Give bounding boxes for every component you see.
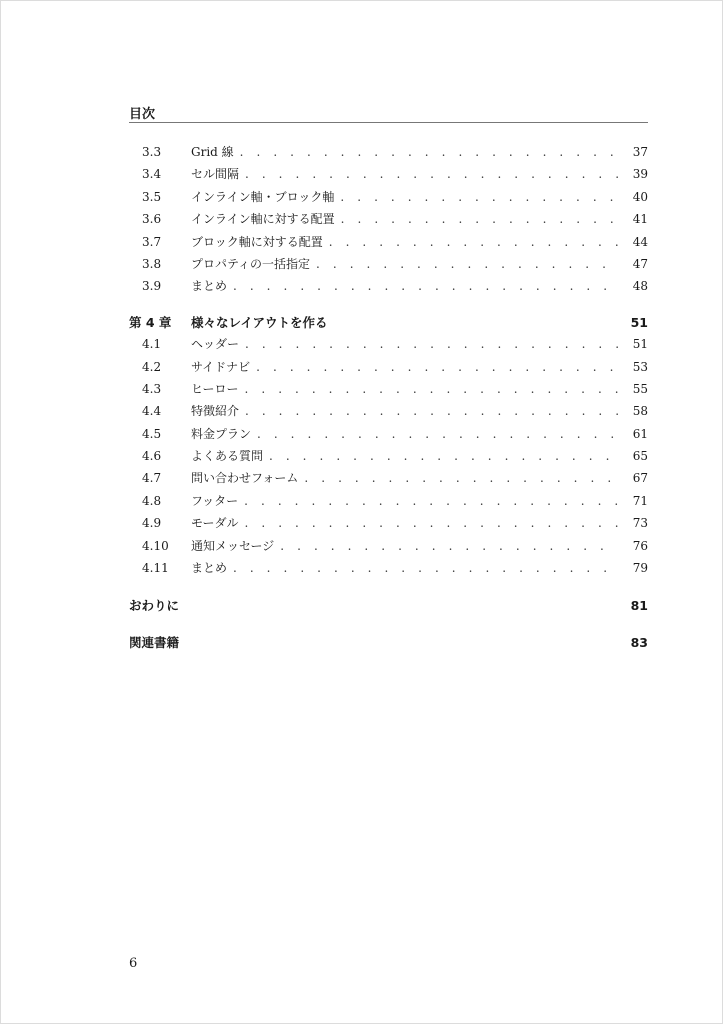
dot-leader — [244, 494, 618, 508]
section-title: よくある質問 — [191, 449, 264, 464]
section-page-number: 39 — [632, 167, 648, 182]
section-page-number: 73 — [632, 516, 648, 531]
section-number: 4.3 — [142, 381, 162, 396]
toc-section-entry[interactable] — [129, 425, 648, 447]
chapter-title: 様々なレイアウトを作る — [191, 314, 328, 330]
chapter-3-section-list — [129, 143, 648, 300]
section-title: セル間隔 — [191, 167, 240, 182]
section-title: ヘッダー — [191, 337, 240, 352]
section-number: 4.7 — [142, 471, 162, 486]
section-title: Grid 線 — [191, 145, 234, 159]
section-page-number: 41 — [632, 212, 648, 227]
section-number: 4.8 — [142, 493, 162, 508]
dot-leader — [240, 145, 618, 159]
toc-section-entry[interactable] — [129, 492, 648, 514]
toc-section-entry[interactable] — [129, 233, 648, 255]
section-title: まとめ — [191, 279, 228, 294]
toc-section-entry[interactable] — [129, 469, 648, 491]
afterword-title: おわりに — [129, 598, 180, 614]
table-of-contents — [129, 143, 648, 655]
section-page-number: 44 — [632, 234, 648, 249]
toc-section-entry[interactable] — [129, 402, 648, 424]
toc-section-entry[interactable] — [129, 188, 648, 210]
section-page-number: 40 — [632, 189, 648, 204]
section-title: まとめ — [191, 561, 228, 576]
section-number: 3.8 — [142, 256, 162, 271]
dot-leader — [256, 360, 618, 374]
toc-section-entry[interactable] — [129, 165, 648, 187]
toc-section-entry[interactable] — [129, 277, 648, 299]
toc-section-entry[interactable] — [129, 210, 648, 232]
section-page-number: 37 — [632, 145, 648, 159]
section-page-number: 58 — [632, 404, 648, 419]
section-page-number: 55 — [632, 381, 648, 396]
section-page-number: 67 — [632, 471, 648, 486]
toc-section-entry[interactable] — [129, 447, 648, 469]
toc-section-entry[interactable] — [129, 255, 648, 277]
section-number: 4.11 — [142, 561, 169, 576]
section-page-number: 53 — [632, 359, 648, 374]
section-page-number: 76 — [632, 538, 648, 553]
toc-section-entry[interactable] — [129, 537, 648, 559]
section-number: 3.4 — [142, 167, 162, 182]
section-number: 4.2 — [142, 359, 162, 374]
toc-section-entry[interactable] — [129, 335, 648, 357]
section-number: 4.10 — [142, 538, 169, 553]
afterword-page-number: 81 — [630, 598, 648, 614]
toc-section-entry[interactable] — [129, 559, 648, 581]
dot-leader — [245, 516, 618, 530]
section-title: ヒーロー — [191, 381, 239, 396]
section-page-number: 61 — [632, 426, 648, 441]
dot-leader — [245, 167, 618, 181]
section-page-number: 65 — [632, 449, 648, 464]
dot-leader — [245, 382, 618, 396]
section-title: 問い合わせフォーム — [191, 471, 299, 486]
related-books-title: 関連書籍 — [129, 635, 180, 651]
section-title: インライン軸・ブロック軸 — [191, 189, 335, 204]
section-title: プロパティの一括指定 — [191, 256, 311, 271]
section-number: 4.9 — [142, 516, 162, 531]
dot-leader — [257, 427, 618, 441]
section-page-number: 51 — [632, 337, 648, 352]
toc-section-entry[interactable] — [129, 514, 648, 536]
section-title: インライン軸に対する配置 — [191, 212, 335, 227]
section-number: 3.6 — [142, 212, 162, 227]
toc-section-entry[interactable] — [129, 358, 648, 380]
section-title: ブロック軸に対する配置 — [191, 234, 323, 249]
dot-leader — [341, 212, 618, 226]
section-title: フッター — [191, 493, 239, 508]
section-title: サイドナビ — [191, 359, 251, 374]
dot-leader — [245, 337, 618, 351]
dot-leader — [316, 257, 618, 271]
running-head-title: 目次 — [129, 107, 156, 122]
toc-section-entry[interactable] — [129, 380, 648, 402]
dot-leader — [269, 449, 618, 463]
dot-leader — [233, 279, 618, 293]
section-number: 3.3 — [142, 145, 162, 159]
section-number: 4.1 — [142, 337, 162, 352]
section-page-number: 48 — [632, 279, 648, 294]
toc-section-entry[interactable] — [129, 143, 648, 165]
section-number: 3.9 — [142, 279, 162, 294]
section-page-number: 71 — [632, 493, 648, 508]
dot-leader — [245, 404, 618, 418]
header-rule — [129, 122, 648, 123]
section-number: 3.7 — [142, 234, 162, 249]
afterword-entry[interactable] — [129, 596, 648, 618]
section-number: 4.5 — [142, 426, 162, 441]
chapter-page-number: 51 — [630, 314, 648, 330]
related-books-page-number: 83 — [630, 635, 648, 651]
section-number: 4.4 — [142, 404, 162, 419]
chapter-4-section-list — [129, 335, 648, 581]
chapter-number: 第 4 章 — [129, 314, 172, 330]
dot-leader — [280, 539, 618, 553]
dot-leader — [340, 190, 618, 204]
section-page-number: 47 — [632, 256, 648, 271]
chapter-4-entry[interactable] — [129, 313, 648, 335]
section-title: 通知メッセージ — [191, 538, 275, 553]
related-books-entry[interactable] — [129, 633, 648, 655]
section-number: 4.6 — [142, 449, 162, 464]
section-page-number: 79 — [632, 561, 648, 576]
section-number: 3.5 — [142, 189, 162, 204]
dot-leader — [304, 471, 618, 485]
section-title: モーダル — [191, 516, 239, 531]
dot-leader — [329, 235, 618, 249]
section-title: 料金プラン — [191, 426, 252, 441]
dot-leader — [233, 561, 618, 575]
page-number: 6 — [129, 956, 138, 971]
section-title: 特徴紹介 — [191, 404, 240, 419]
